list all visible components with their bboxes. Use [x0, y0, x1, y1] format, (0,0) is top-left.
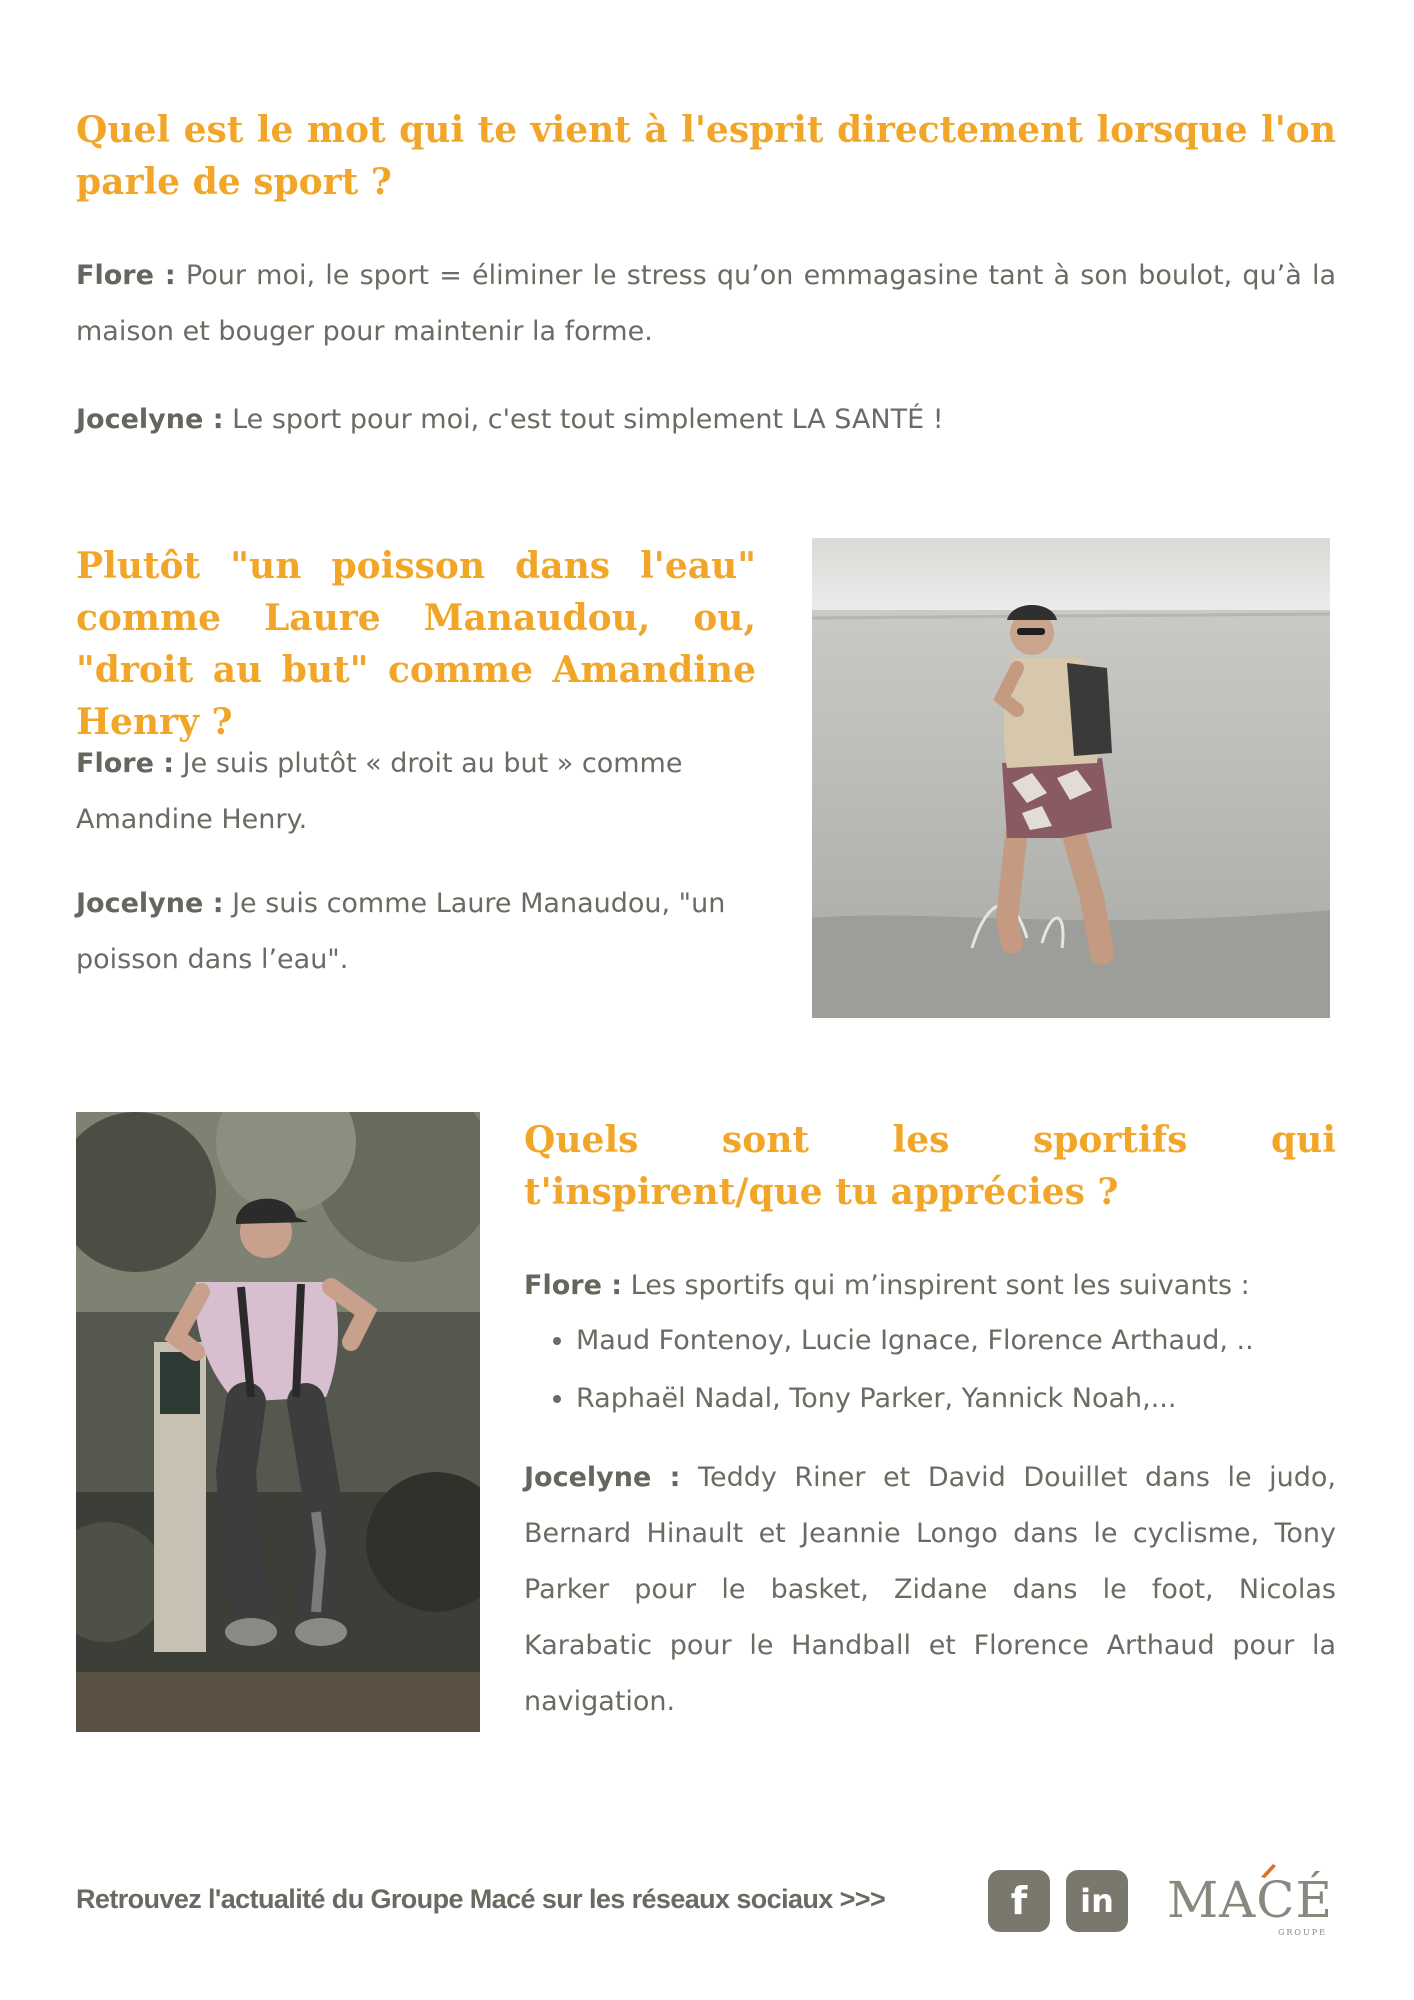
answer-jocelyne-1 — [76, 392, 1336, 448]
answer-text: Je suis plutôt « droit au but » comme Amandine Henry. — [76, 748, 683, 835]
answer-text: Le sport pour moi, c'est tout simplement LA SANTÉ ! — [223, 404, 944, 435]
question-inspiring-athletes: Quels sont les sportifs qui t'inspirent/que tu apprécies ? — [524, 1119, 1336, 1213]
name-flore: Flore : — [524, 1270, 623, 1301]
list-item: • Raphaël Nadal, Tony Parker, Yannick Noah,... — [576, 1370, 1388, 1428]
answer-text: Pour moi, le sport = éliminer le stress qu’on emmagasine tant à son boulot, qu’à la maison et bouger pour maintenir la forme. — [76, 260, 1337, 347]
mace-logo — [1160, 1862, 1340, 1942]
name-flore: Flore : — [76, 260, 176, 291]
name-jocelyne: Jocelyne : — [76, 404, 224, 435]
question-sport-word: Quel est le mot qui te vient à l'esprit directement lorsque l'on parle de sport ? — [76, 109, 1336, 203]
name-jocelyne: Jocelyne : — [76, 888, 224, 919]
photo-woman-in-water — [812, 538, 1330, 1018]
list-item: • Maud Fontenoy, Lucie Ignace, Florence Arthaud, .. — [576, 1312, 1388, 1370]
answer-flore-3 — [524, 1258, 1336, 1314]
answer-jocelyne-2 — [76, 876, 756, 988]
logo-wordmark: MACÉ — [1166, 1871, 1334, 1929]
answer-text: Teddy Riner et David Douillet dans le judo, Bernard Hinault et Jeannie Longo dans le cyclisme, Tony Parker pour le basket, Zidane dans le foot, Nicolas Karabatic pour le Handball et Florence Arthaud pour la navigation. — [524, 1462, 1336, 1717]
answer-flore-1 — [76, 248, 1336, 360]
logo-subtitle: GROUPE — [1278, 1928, 1327, 1937]
answer-flore-2 — [76, 736, 756, 848]
facebook-icon[interactable] — [988, 1870, 1050, 1932]
answer-text: Je suis comme Laure Manaudou, "un poisson dans l’eau". — [76, 888, 726, 975]
question-poisson-ou-but: Plutôt "un poisson dans l'eau" comme Laure Manaudou, ou, "droit au but" comme Amandine Henry ? — [76, 545, 756, 743]
footer-social-text: Retrouvez l'actualité du Groupe Macé sur les réseaux sociaux >>> — [76, 1884, 886, 1914]
name-jocelyne: Jocelyne : — [524, 1462, 681, 1493]
linkedin-icon[interactable] — [1066, 1870, 1128, 1932]
name-flore: Flore : — [76, 748, 175, 779]
facebook-glyph: f — [1010, 1879, 1028, 1923]
linkedin-glyph: in — [1080, 1882, 1114, 1920]
answer-jocelyne-3 — [524, 1450, 1336, 1730]
athletes-list — [524, 1312, 1388, 1428]
photo-woman-hiking — [76, 1112, 480, 1732]
answer-text: Les sportifs qui m’inspirent sont les suivants : — [622, 1270, 1250, 1301]
